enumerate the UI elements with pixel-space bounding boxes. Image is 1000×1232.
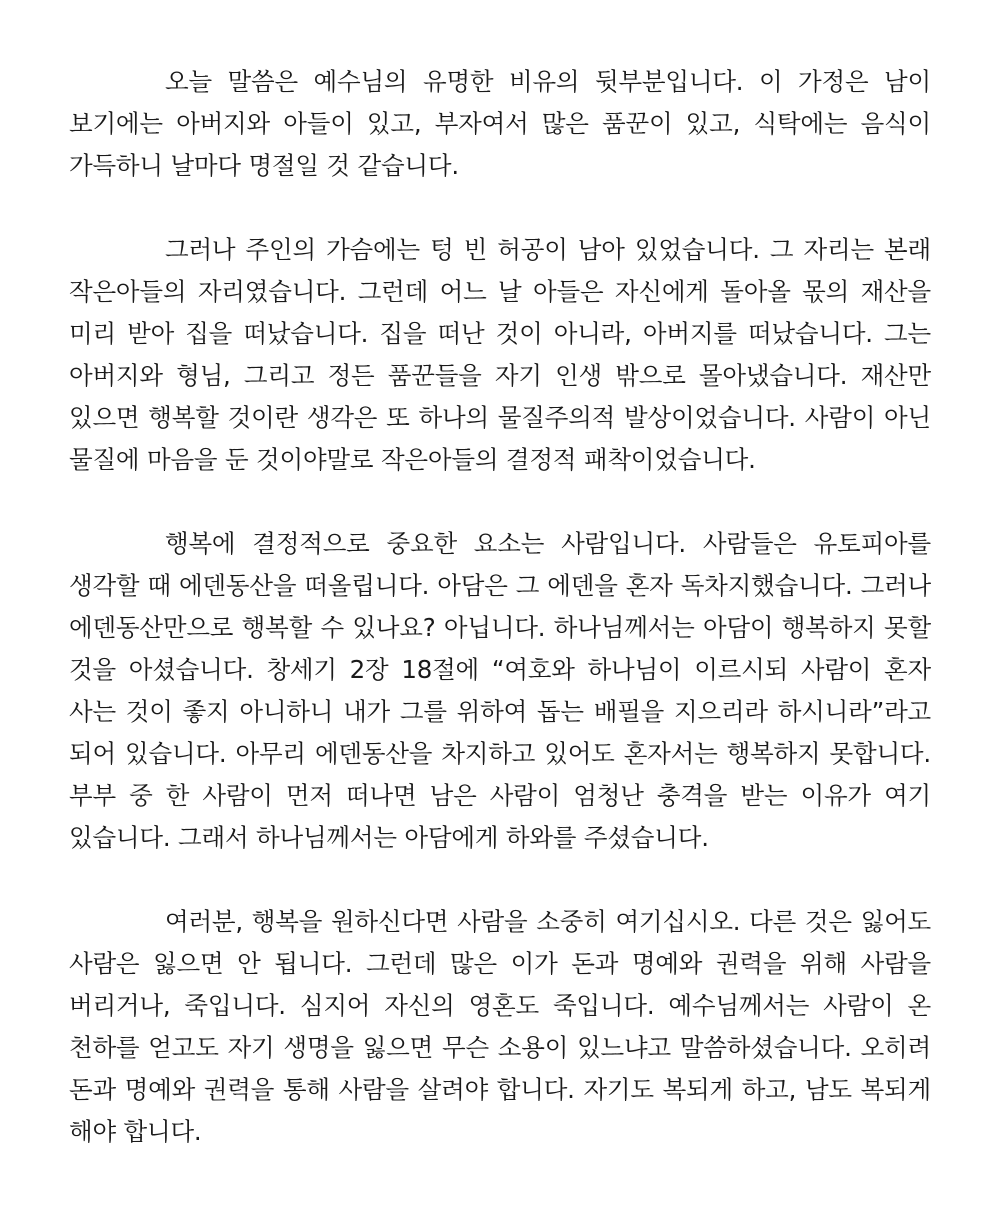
document-body	[69, 61, 931, 1153]
paragraph-2: 그러나 주인의 가슴에는 텅 빈 허공이 남아 있었습니다. 그 자리는 본래 작은아들의 자리였습니다. 그런데 어느 날 아들은 자신에게 돌아올 몫의 재산을 미리 받아 집을 떠났습니다. 집을 떠난 것이 아니라, 아버지를 떠났습니다. 그는 아버지와 형님, 그리고 정든 품꾼들을 자기 인생 밖으로 몰아냈습니다. 재산만 있으면 행복할 것이란 생각은 또 하나의 물질주의적 발상이었습니다. 사람이 아닌 물질에 마음을 둔 것이야말로 작은아들의 결정적 패착이었습니다.	[69, 235, 931, 474]
paragraph-4: 여러분, 행복을 원하신다면 사람을 소중히 여기십시오. 다른 것은 잃어도 사람은 잃으면 안 됩니다. 그런데 많은 이가 돈과 명예와 권력을 위해 사람을 버리거나, 죽입니다. 심지어 자신의 영혼도 죽입니다. 예수님께서는 사람이 온 천하를 얻고도 자기 생명을 잃으면 무슨 소용이 있느냐고 말씀하셨습니다. 오히려 돈과 명예와 권력을 통해 사람을 살려야 합니다. 자기도 복되게 하고, 남도 복되게 해야 합니다.	[69, 907, 931, 1146]
paragraph-1: 오늘 말씀은 예수님의 유명한 비유의 뒷부분입니다. 이 가정은 남이 보기에는 아버지와 아들이 있고, 부자여서 많은 품꾼이 있고, 식탁에는 음식이 가득하니 날마다 명절일 것 같습니다.	[69, 67, 931, 180]
paragraph-3: 행복에 결정적으로 중요한 요소는 사람입니다. 사람들은 유토피아를 생각할 때 에덴동산을 떠올립니다. 아담은 그 에덴을 혼자 독차지했습니다. 그러나 에덴동산만으로 행복할 수 있나요? 아닙니다. 하나님께서는 아담이 행복하지 못할 것을 아셨습니다. 창세기 2장 18절에 “여호와 하나님이 이르시되 사람이 혼자 사는 것이 좋지 아니하니 내가 그를 위하여 돕는 배필을 지으리라 하시니라”라고 되어 있습니다. 아무리 에덴동산을 차지하고 있어도 혼자서는 행복하지 못합니다. 부부 중 한 사람이 먼저 떠나면 남은 사람이 엄청난 충격을 받는 이유가 여기 있습니다. 그래서 하나님께서는 아담에게 하와를 주셨습니다.	[69, 529, 931, 852]
